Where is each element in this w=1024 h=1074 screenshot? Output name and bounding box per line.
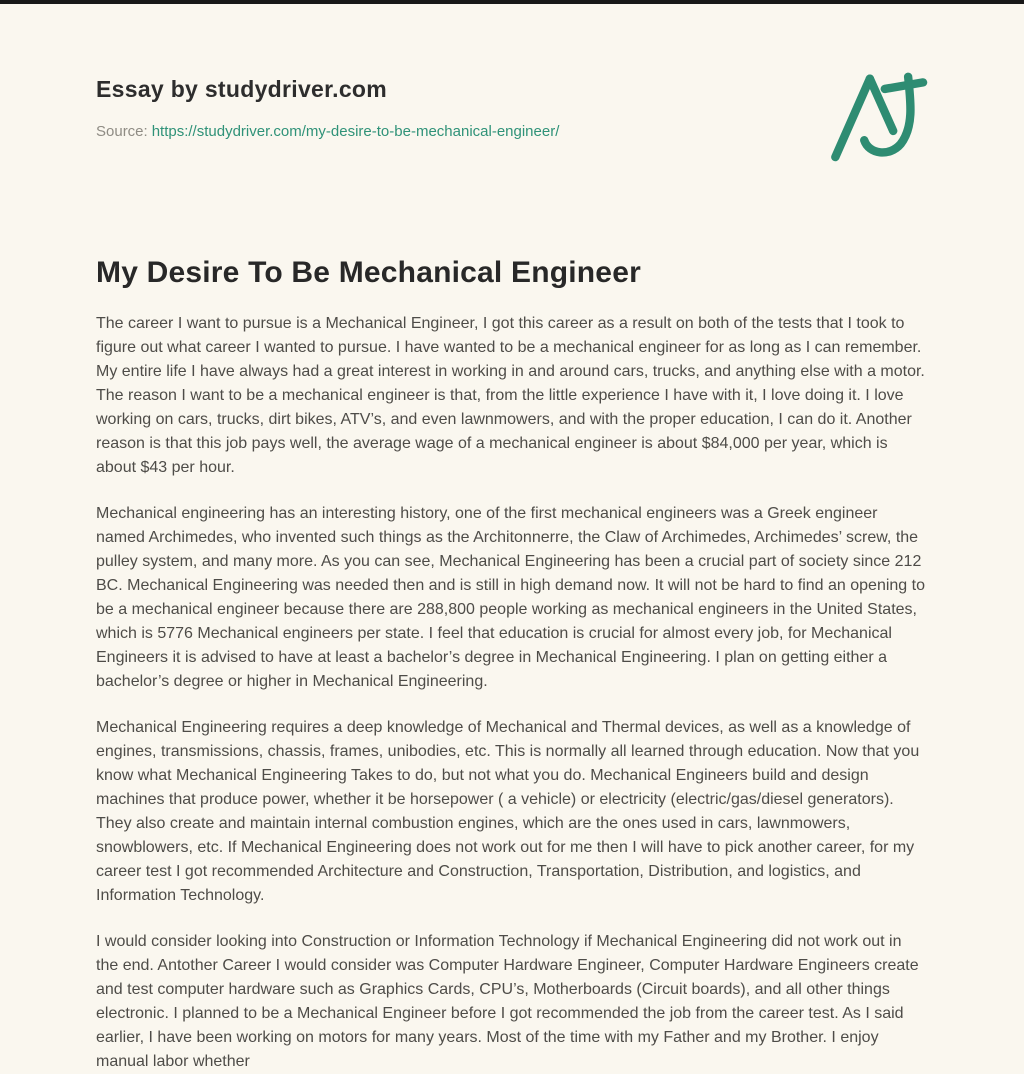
essay-paragraph-1: The career I want to pursue is a Mechanical Engineer, I got this career as a result on both of the tests that I took to figure out what career I wanted to pursue. I have wanted to be a mechanical engineer for as long as I can remember. My entire life I have always had a great interest in working in and around cars, trucks, and anything else with a motor. The reason I want to be a mechanical engineer is that, from the little experience I have with it, I love doing it. I love working on cars, trucks, dirt bikes, ATV’s, and even lawnmowers, and with the proper education, I can do it. Another reason is that this job pays well, the average wage of a mechanical engineer is about $84,000 per year, which is about $43 per hour. <box>96 315 925 476</box>
essay-paragraph-4: I would consider looking into Construction or Information Technology if Mechanical Engineering did not work out in the end. Antother Career I would consider was Computer Hardware Engineer, Computer Hardware Engineers create and test computer hardware such as Graphics Cards, CPU’s, Motherboards (Circuit boards), and all other things electronic. I planned to be a Mechanical Engineer before I got recommended the job from the career test. As I said earlier, I have been working on motors for many years. Most of the time with my Father and my Brother. I enjoy manual labor whether <box>96 933 919 1070</box>
essay-page <box>0 4 1024 1074</box>
source-link[interactable]: https://studydriver.com/my-desire-to-be-mechanical-engineer/ <box>151 123 560 140</box>
essay-paragraph-3: Mechanical Engineering requires a deep knowledge of Mechanical and Thermal devices, as well as a knowledge of engines, transmissions, chassis, frames, unibodies, etc. This is normally all learned through education. Now that you know what Mechanical Engineering Takes to do, but not what you do. Mechanical Engineers build and design machines that produce power, whether it be horsepower ( a vehicle) or electricity (electric/gas/diesel generators). They also create and maintain internal combustion engines, which are the ones used in cars, lawnmowers, snowblowers, etc. If Mechanical Engineering does not work out for me then I will have to pick another career, for my career test I got recommended Architecture and Construction, Transportation, Distribution, and logistics, and Information Technology. <box>96 719 920 904</box>
logo-svg <box>826 68 938 164</box>
source-label: Source: <box>96 123 148 140</box>
source-line <box>96 123 928 140</box>
essay-title: My Desire To Be Mechanical Engineer <box>96 256 641 289</box>
byline: Essay by studydriver.com <box>96 76 388 102</box>
page-header <box>96 76 928 140</box>
studydriver-logo-icon <box>826 68 938 164</box>
essay-paragraph-2: Mechanical engineering has an interesting history, one of the first mechanical engineers was a Greek engineer named Archimedes, who invented such things as the Architonnerre, the Claw of Archimedes, Archimedes’ screw, the pulley system, and many more. As you can see, Mechanical Engineering has been a crucial part of society since 212 BC. Mechanical Engineering was needed then and is still in high demand now. It will not be hard to find an opening to be a mechanical engineer because there are 288,800 people working as mechanical engineers in the United States, which is 5776 Mechanical engineers per state. I feel that education is crucial for almost every job, for Mechanical Engineers it is advised to have at least a bachelor’s degree in Mechanical Engineering. I plan on getting either a bachelor’s degree or higher in Mechanical Engineering. <box>96 505 925 690</box>
logo-strokes <box>835 77 923 157</box>
